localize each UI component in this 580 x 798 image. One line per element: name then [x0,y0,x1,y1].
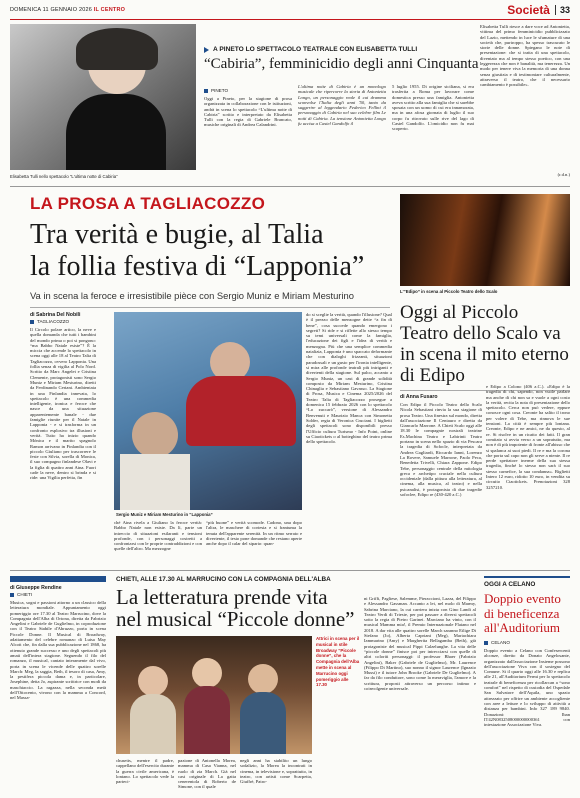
lapponia-banner: LA PROSA A TAGLIACOZZO [30,194,266,213]
piccole-donne-column-5: ni Griffi, Pagliese, Salemme, Pieraccioni, Lazza, del Filippo e Alessandro Gassman. Accanto a lei, nel molo di Marmy, Sabrina Marciano, la cui carriera inizia con Gino Landi al Teatro Verdi di Trieste, per poi passare a diversi spettacoli sotto la regia di Pietro Garinei. Marciano ha vinto, con il musical Mamma mia!, il Premio Internazionale Flaiano nel 2018. A dar vita alle quattro sorelle March saranno Eilige Di Stefano (Jo), Alberta Capriani (Meg), Mariachiara Iammarino (Amy) e Margherita Bellagamba (Beth), già protagoniste del musical Pippi Calzelunghe. La vita delle “piccole donne” finisce poi per intrecciarsi con quelle di altri coloriti personaggi: il professor Bhaer (Fabrizio Angelini), Baker (Gabriele de Guglielmo), Mr. Laurence (Filippo Di Martino), suo nonno il signor Laurence (Ignazio Mussi) e il tutore John Brooke (Gabriele De Guglielmo). A far da filo conduttore, sono come la meraviglia, l'amore e la scrittura, proposti attraverso un percorso intimo e coinvolgente universale. [364,596,476,692]
cabiria-kicker: A PINETO LO SPETTACOLO TEATRALE CON ELISABETTA TULLI [204,46,417,53]
cabiria-caption: Elisabetta Tulli nello spettacolo “L'ultima notte di Cabiria” [10,174,118,179]
square-icon [204,89,208,93]
header-rule [10,19,570,20]
newspaper-name: IL CENTRO [93,7,126,13]
lapponia-column-3: “più buone” e verità scomode. Cadono, una dopo l'altra, le maschere di cortesia e si frantuma la tenuta dell'apparente serenità. In un ritmo serrato e divertente, il testo pone domande che restano aperte anche dopo il calar del sipario: quan- [206,520,302,547]
cabiria-column-2: L'ultima notte di Cabiria è un monologo musicale che ripercorre la storia di Antonietta Longo, un personaggio reale il cui dramma sconvolse l'Italia degli anni '50, tanto da suggerire al leggendario Federico Fellini il personaggio di Cabiria nel suo celebre film Le notti di Cabiria. La tensione Antonietta Longo fu uccisa a Castel Gandolfo il [298,84,386,127]
edipo-byline: di Anna Fusaro [400,394,438,400]
celano-place: CELANO [484,640,510,645]
bottom-left-bar [10,576,106,582]
actress-1-face [138,666,168,696]
cabiria-title: “Cabiria”, femminicidio degli anni Cinquanta [204,56,479,72]
lapponia-byline: di Sabrina Del Nobili [30,312,81,318]
section-header [507,3,570,17]
masthead [10,7,125,13]
actress-2-dress [184,686,230,754]
edipo-caption: L'“Edipo” in scena al Piccolo Teatro dello Scalo [400,289,498,294]
section-name: Società [507,3,550,17]
actor-face [132,412,178,458]
issue-date: DOMENICA 11 GENNAIO 2026 [10,7,93,13]
triangle-icon [204,47,209,53]
cabiria-place: PINETO [204,88,228,93]
lapponia-title-line-2: la follia festiva di “Lapponia” [30,251,365,282]
edipo-title: Oggi al Piccolo Teatro dello Scalo va in scena il mito eterno di Edipo [400,302,569,386]
piccole-donne-title-line-2: nel musical “Piccole donne” [116,607,355,631]
piccole-donne-column-1: Musica, sogni e passioni attorno a un classico della letteratura mondiale. Appuntamento oggi pomeriggio ore 17.30 al Teatro Marrucino, dove la Compagnia dell'Alba di Ortona, diretta da Fabrizio Angelini e Gabriele de Guglielmo, in coproduzione con il Teatro Stabile d'Abruzzo, porta in scena Piccole Donne. Il Musical di Broadway, adattamento del celebre romanzo di Luisa May Alcott che, fin dalla sua pubblicazione nel 1868, ha ottenuto grande successo e uno degli spettacoli più amati dell'intera stagione. Seguendo il filo del romanzo, il musical, cantato interamente dal vivo, porta in scena le vicende delle quattro sorelle March: Meg, la saggia, Beth, il tesoro di casa, Amy, la pestifera piccola dama e, in particolare, Josephine, detta Jo, aspirante scrittrice con modi da maschiaccio. La ragazza, nella seconda metà dell'Ottocento, vivono con la mamma a Concord, nel Massa- [10,600,106,701]
actress-2-face [192,658,222,688]
actress-3-dress [240,692,286,754]
piccole-donne-column-4: negli anni ha stabilito un lungo sodalizio, la Morea la incontrati in cinema, in televisione e, soprattutto, in teatro, con artisti come Scarpetta, Giuffrè, Patro- [240,758,312,785]
lapponia-place: TAGLIACOZZO [30,319,69,324]
piccole-donne-column-2: chusetts, mentre il padre, cappellano dell'esercito durante la guerra civile americana, è lontano. Lo spettacolo vede la parteci- [116,758,174,785]
lapponia-column-1: Il Circolo polare artico, la neve e quella domanda che tutti i bambini del mondo prima o poi si pongono: “ma Babbo Natale esiste”? È la miccia che accende lo spettacolo in scena oggi alle 18 al Teatro Talia di Tagliacozzo, ovvero Lapponia. Una follia senza di vigilia al Polo Nord. Scritto da Marc Angelet e Cristina Clemente, protagonisti sono Sergio Muniz e Miriam Mesturino, diretti da Ferdinando Ceriani. Ambientata in una Finlandia innevata, lo spettacolo è una commedia intelligente, ironica e feroce che nasce da una situazione apparentemente banale - due famiglie riunite per il Natale in Lapponia - e si trasforma in un confronto esplosivo tra illusioni e verità. Tutto ha inizio quando Mónica e il marito spagnolo Ramon arrivano in Finlandia con il piccolo Giuliano per trascorrere le feste con Silvia, sorella di Monica, il suo compagno finlandese Olavi e la figlia di quattro anni Aina. Fuori cade la neve, dentro si brinda e si ride: una Vigilia perfetta, fin [30,327,96,481]
cabiria-column-1: Oggi a Pineto, per la stagione di prosa organizzata in collaborazione con le istituzioni, andrà in scena lo spettacolo “L'ultima notte di Cabiria” scritto e interpretato da Elisabetta Tulli con la regia di Gabriele Brancato, musiche originali di Andrea Calandrini. [204,96,292,128]
lapponia-column-2: ché Aina rivela a Giuliano la feroce verità: Babbo Natale non esiste. Da lì, parte un intreccio di situazioni esilaranti e tensioni profonde, con i personaggi costretti a confrontarsi con le proprie contraddizioni e con quelle dell'altro. Ma mezzogne [114,520,202,552]
celano-top-bar [484,576,570,578]
lapponia-photo [114,312,302,510]
piccole-donne-kicker: CHIETI, ALLE 17.30 AL MARRUCINO CON LA COMPAGNIA DELL'ALBA [116,576,331,583]
piccole-donne-column-3: pazione di Antonella Morea, mamma di Casa Vianna, nel ruolo di zia March. Già nel cast originale di La gatta cenerentola di Roberto de Simone, con il quale [178,758,236,790]
lapponia-column-4: do si sceglie la verità, quando l'illusione? Qual è il prezzo delle menzogne dette “a fin di bene”, cosa succede quando emergono i segreti? Si ride e si riflette allo stesso tempo su temi universali come la famiglia, l'educazione dei figli e l'idea di verità e menzogna. Più che una semplice commedia natalizia, Lapponia è uno spaccato deformante che con dialoghi frizzanti, situazioni paradossali e un gusto per l'ironia intelligente, si mira alle profonde teatrali più intriganti e divertenti della stagione. Sul palco, accanto a Sergio Muniz, un cast di grande solidità composto da Miriam Mesturino, Cristina Chinaglia e Sebastiano Gavasso. La Stagione di Prosa, Musica e Cinema 2025/2026 del Teatro Talia di Tagliacozzo prosegue a domenica 15 febbraio 2026 con lo spettacolo “Lo zuccarò”, versione di Alessandro Benvenuti e Maurizio Manca con Simonetta Solder, regia di Veronica Cruciani. I biglietti degli spettacoli sono disponibili presso l'Ufficio cultura Turismo - Info Point, online su Ciaotickets o al botteghino del teatro prima dello spettacolo. [306,312,392,445]
square-icon [10,593,14,597]
actress-red-dress [186,376,296,446]
piccole-donne-title-line-1: La letteratura prende vita [116,585,328,609]
square-icon [484,641,488,645]
lapponia-caption: Sergio Muniz e Miriam Mesturino in “Lapponia” [116,512,213,517]
celano-kicker: OGGI A CELANO [484,581,536,588]
actress-3-face [248,664,278,694]
cabiria-photo [10,24,196,170]
piccole-donne-byline: di Giuseppe Rendine [10,585,62,591]
celano-column: Doppio evento a Celano con Confesercenti alconze, diretto da Donato Angelosante, organizzato dall'associazione Insieme possono dell'associazione Viva con il sostegno del Comune. Si il quarto oggi alle 16.30 e replica alle 21, all'Auditorium Fermi per lo spettacolo teatrale di beneficenza per ricollarcan a “sono comfort” nel rispetto di custodia del Ospedale San Salvatore dell'Aquila, uno spazio attrezzato per offrire un ambiente accogliente con aree a letture e lo sviluppo di attività a distanza per bambini. Info 327 189 9840. Donazioni: Iban IT42N0832508000000000361 con intestazione Associazione Viva. [484,648,570,728]
page-number: 33 [555,5,570,15]
section-divider [10,186,570,187]
lapponia-subtitle: Va in scena la feroce e irresistibile pièce con Sergio Muniz e Miriam Mesturino [30,290,354,301]
lapponia-title-line-1: Tra verità e bugie, al Talia [30,219,324,250]
portrait-hair [76,28,158,70]
celano-title: Doppio evento di beneficenza all'Auditorium [484,591,561,635]
actor-shirt [120,454,190,510]
portrait-dress [66,94,166,170]
edipo-photo [400,194,570,286]
cabiria-signature: (r.d.n.) [557,172,570,177]
square-icon [30,320,34,324]
cabiria-column-4: Elisabetta Tulli riesce a dare voce ad Antonietta, vittima del primo femminicidio pubblicizzato del Lazio, mettendo in luce le sfumature di una società che, purtroppo, ha spesso trascurato le storie delle donne. Spiegano le note di presentazione: che si tratta di una spettacolo, diventato ma al tempo stesso poetico, con una leggerezza che non è banalità, ma tenerezza. Un modo per tenere viva la memoria di una donna senza giustizia e di testimoniare culturalmente, attraverso il teatro, che il necessario cambiamento è possibile». [480,24,570,88]
piccole-donne-sidebar: Attrici in scena per il musical in stile Broadway “Piccole donne”, che la Compagnia dell'Alba mette in scena al Marrucino oggi pomeriggio alle 17.30 [316,636,360,688]
piccole-donne-place: CHIETI [10,592,32,597]
subtitle-rule [30,307,390,308]
edipo-column-2: e Edipo a Colono (406 a.C.). «Edipo è la tragedia di chi, sapendo, non vuole parlare ma anche di chi non sa e vuole a ogni costo la verità, recita la nota di presentazione dello spettacolo. Cerca non può vedere, eppure conosce ogni cosa. Creonte ha salito il trono per volere di Tebe, ma rinnova le sue tensioni. La città è sempre più lontana. Creonte, Edipo e ne amici, ne da questo, al re. Si risolve in un ricatto dei fatti. Il gran comitato si avvia verso a un sopratutto, ma non è di più impotente di fronte all'abisso che si spalanca ai suoi piedi. Il re e ma la corona che porta sul capo non gli serve a niente. Il re perde spettatore inerme della sua stessa tragedia, finché lo stesso non sarà il suo stesso carnefice, la sua condanna». Biglietti Intero 12 euro, ridotto 10 euro, in vendita su circuito Ciaotickets. Prenotazioni 328 3257210. [486,384,570,490]
actress-1-dress [130,694,176,754]
cabiria-column-3: 5 luglio 1955. Di origine siciliana, si era trasferita a Roma per lavorare come domestica presso una famiglia. Antonietta aveva scritto alla sua famiglia che si sarebbe sposata con un uomo di cui era innamorata, ma in una afosa giornata di luglio il suo corpo fu ritrovato sulle rive del lago di Castel Gandolfo. L'omicidio non fu mai scoperto. [392,84,474,132]
section-divider [10,570,570,571]
edipo-column-1: Con Edipo il Piccolo Teatro dello Scalo Nicola Sebastiani rinvia la sua stagione di prosa Teatro. Una finestra sul mondo, diretta dall'associazione Il Centauro e diretta da Giancarlo Marrone. A Chieti Scalo oggi alle 18.30 le compagnie nostrali teatrine Es.Machina Teatro e Labirinti Teatro portano in scena nello spazio di via Pescara la tragedia di Sofocle, interpretata da Andrea Gagliardi, Riccardo Ianni, Lorenzo La Rovere, Samuele Marrone, Paolo Peca, Benedetta Trivelli, Chiara Zappone. Edipo Tebe, personaggio centrale della mitologia greca e archetipo cruciale nella cultura occidentale (dalla pittura alla letteratura, al cinema, alla musica, al teatro) e nella psicanalisi, è protagonista di due tragedie sofoclee, Edipo re (430-420 a.C.) [400,402,482,498]
piccole-donne-photo [116,636,312,754]
